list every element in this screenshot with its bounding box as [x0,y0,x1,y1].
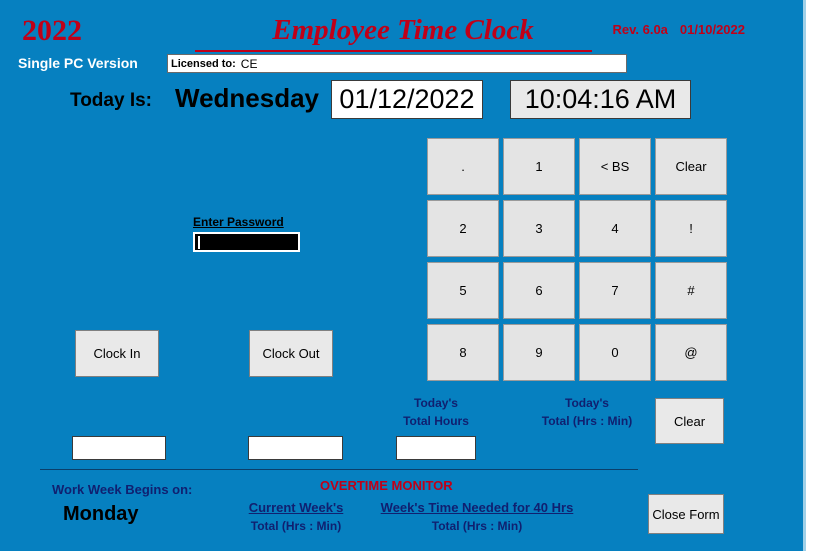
week-needed-sublabel: Total (Hrs : Min) [431,519,523,533]
key-backspace[interactable]: < BS [579,138,651,195]
clock-in-button[interactable]: Clock In [75,330,159,377]
todays-total-hrsmin-line2: Total (Hrs : Min) [541,414,633,428]
todays-total-hours-line1: Today's [414,396,458,410]
key-0[interactable]: 0 [579,324,651,381]
close-form-button[interactable]: Close Form [648,494,724,534]
current-week-sublabel: Total (Hrs : Min) [250,519,342,533]
key-6[interactable]: 6 [503,262,575,319]
revision-label: Rev. 6.0a [612,22,668,37]
work-week-begins-label: Work Week Begins on: [52,482,193,497]
key-at[interactable]: @ [655,324,727,381]
overtime-monitor-title: OVERTIME MONITOR [320,478,453,493]
revision-date: 01/10/2022 [679,22,745,37]
version-note: Single PC Version [18,55,138,71]
key-3[interactable]: 3 [503,200,575,257]
key-exclamation[interactable]: ! [655,200,727,257]
work-week-day: Monday [63,503,139,525]
date-display: 01/12/2022 [331,80,483,119]
key-8[interactable]: 8 [427,324,499,381]
todays-total-hours-field [396,436,476,460]
window-edge [806,0,814,551]
password-input[interactable] [193,232,300,252]
year-label: 2022 [22,14,82,47]
title-underline [195,50,592,52]
key-5[interactable]: 5 [427,262,499,319]
license-field[interactable] [167,54,627,73]
today-is-label: Today Is: [70,90,152,111]
week-needed-label: Week's Time Needed for 40 Hrs [380,500,574,515]
key-9[interactable]: 9 [503,324,575,381]
footer-divider [40,469,638,470]
clock-out-value-field [248,436,343,460]
current-week-label: Current Week's [248,500,344,515]
key-2[interactable]: 2 [427,200,499,257]
license-value: CE [240,56,258,71]
key-period[interactable]: . [427,138,499,195]
text-caret [198,236,200,249]
page-title: Employee Time Clock [272,14,534,46]
clock-in-value-field [72,436,166,460]
password-label: Enter Password [193,215,284,229]
keypad [427,138,728,380]
todays-total-hrsmin-label [531,394,643,430]
clock-out-button[interactable]: Clock Out [249,330,333,377]
revision-info [613,22,746,37]
license-label: Licensed to: [171,57,236,70]
todays-total-hours-line2: Total Hours [403,414,469,428]
key-7[interactable]: 7 [579,262,651,319]
todays-total-hours-label [396,394,476,430]
time-display: 10:04:16 AM [510,80,691,119]
clear-totals-button[interactable]: Clear [655,398,724,444]
key-hash[interactable]: # [655,262,727,319]
weekday-label: Wednesday [175,83,320,113]
key-clear[interactable]: Clear [655,138,727,195]
key-1[interactable]: 1 [503,138,575,195]
key-4[interactable]: 4 [579,200,651,257]
todays-total-hrsmin-line1: Today's [565,396,609,410]
